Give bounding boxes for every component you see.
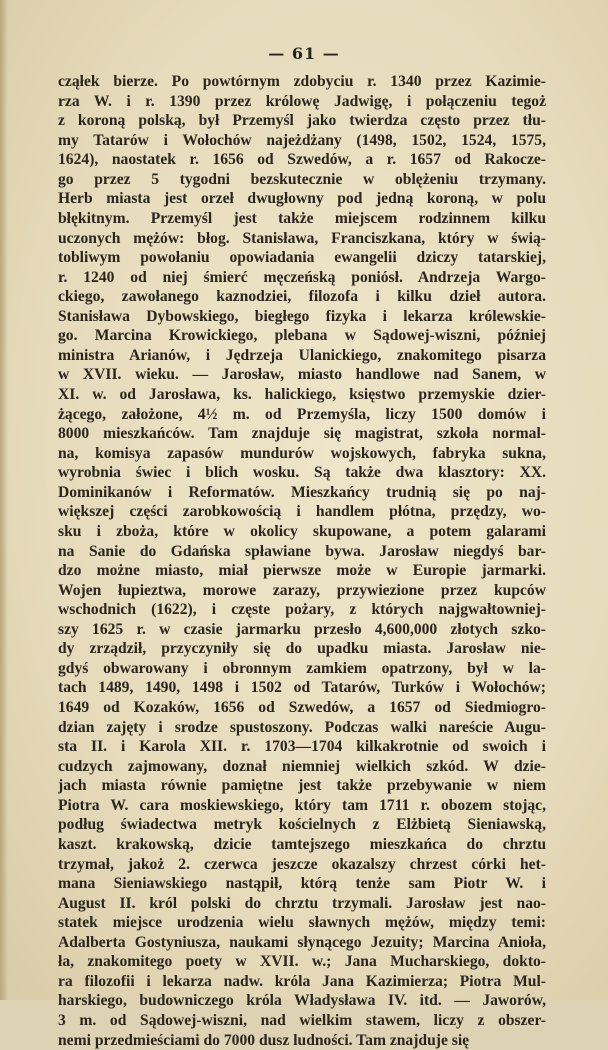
text-line: gdyś obwarowany i obronnym zamkiem opatrzony, był w la- (58, 659, 546, 677)
text-line: sku i zboża, które w okolicy skupowane, a potem galarami (58, 522, 546, 540)
text-line: wschodnich (1622), i częste pożary, z których najgwałtowniej- (58, 601, 546, 619)
text-line: tobliwym powołaniu opowiadania ewangelii dziczy tatarskiej, (58, 249, 546, 267)
text-line: na, komisya zapasów mundurów wojskowych, fabryka sukna, (58, 444, 546, 462)
text-line: 8000 mieszkańców. Tam znajduje się magistrat, szkoła normal- (58, 425, 546, 443)
text-line: 1649 od Kozaków, 1656 od Szwedów, a 1657 od Siedmiogro- (58, 699, 546, 716)
body-text (58, 72, 546, 1050)
text-line: jach miasta równie pamiętne jest także przebywanie w niem (58, 777, 546, 795)
text-line: cząłek bierze. Po powtórnym zdobyciu r. 1340 przez Kazimie- (58, 73, 546, 90)
text-line: rza W. i r. 1390 przez królowę Jadwigę, i połączeniu tegoż (58, 92, 546, 110)
text-line: na Sanie do Gdańska spławiane bywa. Jarosław niegdyś bar- (58, 542, 546, 560)
text-line: w XVII. wieku. — Jarosław, miasto handlowe nad Sanem, w (58, 366, 546, 384)
text-line: tach 1489, 1490, 1498 i 1502 od Tatarów, Turków i Wołochów; (58, 679, 546, 697)
page-number-header: — 61 — (268, 44, 340, 63)
text-line: Adalberta Gostyniusza, naukami słynącego Jezuity; Marcina Anioła, (58, 933, 546, 951)
text-line: Dominikanów i Reformatów. Mieszkańcy trudnią się po naj- (58, 483, 546, 501)
text-line: Wojen łupieztwa, morowe zarazy, przywiezione przez kupców (58, 581, 546, 599)
text-line: większej części zarobkowością i handlem płótna, przędzy, wo- (58, 503, 546, 521)
text-line: harskiego, budowniczego króla Władysława IV. itd. — Jaworów, (58, 992, 546, 1010)
text-line: ra filozofii i lekarza nadw. króla Jana Kazimierza; Piotra Mul- (58, 972, 546, 990)
text-line: go. Marcina Krowickiego, plebana w Sądowej-wiszni, później (58, 327, 546, 345)
text-line: szy 1625 r. w czasie jarmarku przesło 4,600,000 złotych szko- (58, 620, 546, 638)
text-line: wyrobnia świec i blich wosku. Są także dwa klasztory: XX. (58, 464, 546, 482)
text-line: kaszt. krakowską, dzicie tamtejszego mieszkańca do chrztu (58, 835, 546, 853)
text-line: uczonych mężów: błog. Stanisława, Franciszkana, który w świą- (58, 229, 546, 247)
text-line: 1624), naostatek r. 1656 od Szwedów, a r. 1657 od Rakocze- (58, 151, 546, 169)
text-line: sta II. i Karola XII. r. 1703—1704 kilkakrotnie od swoich i (58, 738, 546, 756)
text-line: podług świadectwa metryk kościelnych z Elżbietą Sieniawską, (58, 816, 546, 834)
text-line: cudzych zajmowany, doznał niemniej wielkich szkód. W dzie- (58, 757, 546, 775)
text-line: ła, znakomitego poety w XVII. w.; Jana Mucharskiego, dokto- (58, 953, 546, 971)
text-line: statek miejsce urodzenia wielu sławnych mężów, między temi: (58, 914, 546, 932)
text-line: ckiego, zawołanego kaznodziei, filozofa i kilku dzieł autora. (58, 288, 546, 306)
text-line: mana Sieniawskiego nastąpił, którą tenże sam Piotr W. i (58, 875, 546, 893)
text-line: my Tatarów i Wołochów najeżdżany (1498, 1502, 1524, 1575, (58, 131, 546, 149)
text-line: z koroną polską, był Przemyśl jako twierdza często przez tłu- (58, 112, 546, 130)
text-line: ministra Arianów, i Jędrzeja Ulanickiego, znakomitego pisarza (58, 346, 546, 364)
text-line: August II. król polski do chrztu trzymali. Jarosław jest nao- (58, 894, 546, 912)
text-line: nemi przedmieściami do 7000 dusz ludności. Tam znajduje się (58, 1031, 470, 1049)
text-line: Piotra W. cara moskiewskiego, który tam 1711 r. obozem stojąc, (58, 796, 546, 814)
text-line: dzo możne miasto, miał pierwsze może w Europie jarmarki. (58, 562, 546, 580)
text-line: XI. w. od Jarosława, ks. halickiego, księstwo przemyskie dzier- (58, 386, 546, 403)
page-binding-shadow (0, 0, 8, 1000)
text-line: Stanisława Dybowskiego, biegłego fizyka i lekarza królewskie- (58, 307, 546, 325)
text-line: trzymał, jakoż 2. czerwca jeszcze okazalszy chrzest córki het- (58, 855, 546, 873)
text-line: dzian zajęty i srodze spustoszony. Podczas walki nareście Augu- (58, 718, 546, 736)
text-line: błękitnym. Przemyśl jest także miejscem rodzinnem kilku (58, 209, 546, 227)
text-line: dy zrządził, przyczyniły się do upadku miasta. Jarosław nie- (58, 640, 546, 658)
text-line: żącego, założone, 4½ m. od Przemyśla, liczy 1500 domów i (58, 405, 546, 423)
text-line: 3 m. od Sądowej-wiszni, nad wielkim stawem, liczy z obszer- (58, 1012, 546, 1029)
text-line: Herb miasta jest orzeł dwugłowny pod jedną koroną, w polu (58, 190, 546, 208)
text-line: go przez 5 tygodni bezskutecznie w oblężeniu trzymany. (58, 170, 546, 188)
text-line: r. 1240 od niej śmierć męczeńską poniósł. Andrzeja Wargo- (58, 268, 546, 286)
